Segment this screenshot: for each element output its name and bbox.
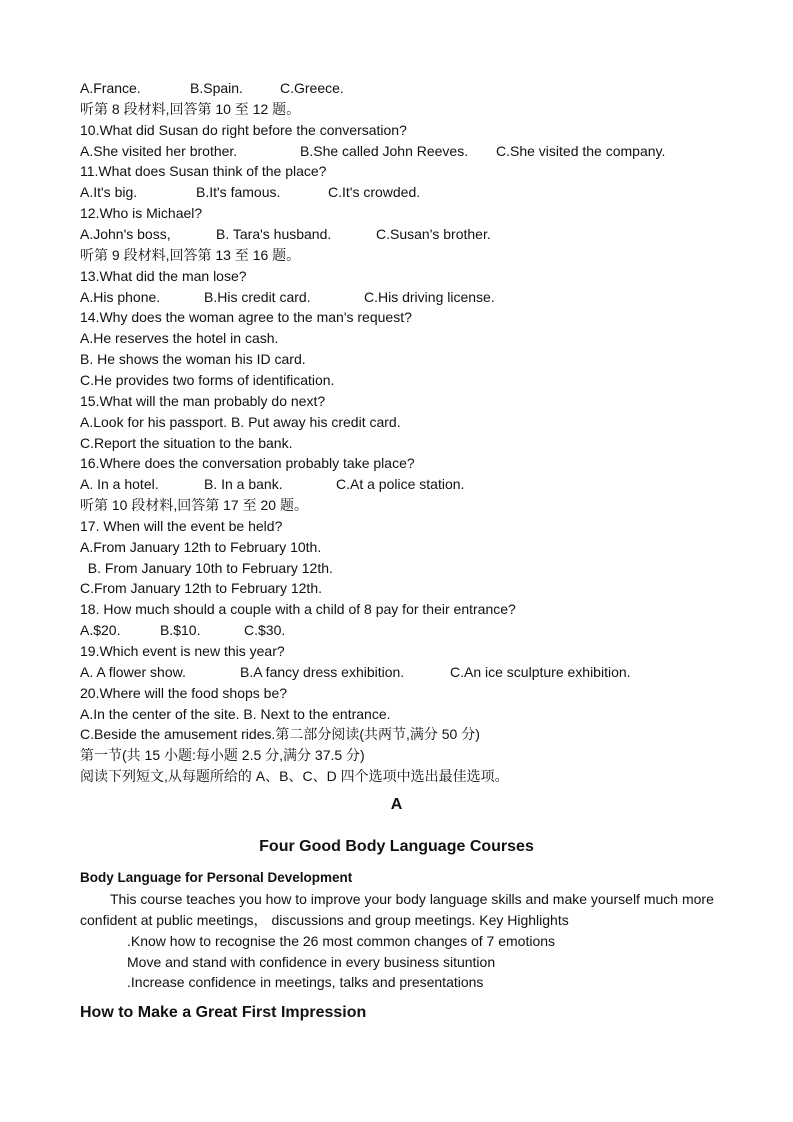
option-row bbox=[80, 224, 491, 244]
text-line: C.Beside the amusement rides.第二部分阅读(共两节,满分 50 分) bbox=[80, 726, 480, 743]
answer-option: B.$10. bbox=[160, 622, 201, 639]
answer-option: C.Susan's brother. bbox=[376, 226, 491, 242]
text-line: 12.Who is Michael? bbox=[80, 205, 203, 222]
text-line: 17. When will the event be held? bbox=[80, 517, 283, 534]
course1-bullet-2: Move and stand with confidence in every business situntion bbox=[127, 954, 496, 970]
answer-option: C.An ice sculpture exhibition. bbox=[450, 663, 631, 680]
option-row bbox=[80, 141, 665, 161]
text-line: 11.What does Susan think of the place? bbox=[80, 163, 327, 180]
text-line: 阅读下列短文,从每题所给的 A、B、C、D 四个选项中选出最佳选项。 bbox=[80, 768, 509, 785]
text-line: 15.What will the man probably do next? bbox=[80, 392, 326, 409]
text-line: 19.Which event is new this year? bbox=[80, 643, 285, 659]
text-line: 16.Where does the conversation probably take place? bbox=[80, 455, 415, 472]
answer-option: B. In a bank. bbox=[204, 476, 283, 493]
option-row bbox=[80, 662, 631, 682]
option-row bbox=[80, 474, 464, 494]
option-row bbox=[80, 287, 495, 307]
text-line: C.Report the situation to the bank. bbox=[80, 434, 293, 451]
option-row bbox=[80, 620, 285, 640]
passage-title: Four Good Body Language Courses bbox=[259, 838, 534, 855]
course1-paragraph: This course teaches you how to improve your body language skills and make yourself much more confident at public meetings， discussions and group meetings. Key Highlights bbox=[80, 891, 714, 928]
text-line: B. From January 10th to February 12th. bbox=[80, 559, 333, 576]
text-line: 20.Where will the food shops be? bbox=[80, 684, 288, 701]
text-line: 18. How much should a couple with a child of 8 pay for their entrance? bbox=[80, 601, 516, 618]
answer-option: B.A fancy dress exhibition. bbox=[240, 663, 405, 680]
text-line: 听第 8 段材料,回答第 10 至 12 题。 bbox=[80, 100, 301, 117]
answer-option: A.She visited her brother. bbox=[80, 142, 238, 159]
text-line: A.He reserves the hotel in cash. bbox=[80, 330, 279, 347]
text-line: A.From January 12th to February 10th. bbox=[80, 538, 322, 555]
answer-option: B.It's famous. bbox=[196, 184, 281, 201]
answer-option: B.His credit card. bbox=[204, 288, 311, 305]
passage-label: A bbox=[390, 796, 403, 813]
course1-bullet-1: .Know how to recognise the 26 most common changes of 7 emotions bbox=[127, 933, 556, 949]
answer-option: C.His driving license. bbox=[364, 288, 495, 305]
text-line: 听第 9 段材料,回答第 13 至 16 题。 bbox=[80, 246, 301, 263]
text-line: C.From January 12th to February 12th. bbox=[80, 580, 322, 597]
answer-option: C.It's crowded. bbox=[328, 184, 421, 201]
text-line: B. He shows the woman his ID card. bbox=[80, 351, 306, 368]
answer-option: A.His phone. bbox=[80, 288, 161, 305]
text-line: A.Look for his passport. B. Put away his credit card. bbox=[80, 413, 401, 430]
answer-option: A.It's big. bbox=[80, 184, 138, 201]
text-line: C.He provides two forms of identification. bbox=[80, 371, 335, 388]
text-line: 13.What did the man lose? bbox=[80, 267, 247, 284]
answer-option: C.$30. bbox=[244, 622, 286, 639]
course2-heading: How to Make a Great First Impression bbox=[80, 1004, 367, 1021]
answer-option: A. In a hotel. bbox=[80, 476, 159, 493]
answer-option: B.She called John Reeves. bbox=[300, 142, 469, 159]
option-row bbox=[80, 78, 344, 98]
text-line: 第一节(共 15 小题:每小题 2.5 分,满分 37.5 分) bbox=[80, 747, 365, 764]
answer-option: C.Greece. bbox=[280, 80, 344, 96]
text-line: A.In the center of the site. B. Next to the entrance. bbox=[80, 705, 391, 722]
text-line: 听第 10 段材料,回答第 17 至 20 题。 bbox=[80, 497, 308, 513]
answer-option: C.She visited the company. bbox=[496, 142, 666, 159]
answer-option: B. Tara's husband. bbox=[216, 226, 332, 242]
option-row bbox=[80, 182, 420, 202]
text-line: 14.Why does the woman agree to the man's request? bbox=[80, 309, 412, 326]
answer-option: C.At a police station. bbox=[336, 476, 465, 493]
answer-option: A.$20. bbox=[80, 622, 121, 639]
answer-option: A.France. bbox=[80, 80, 141, 96]
text-line: 10.What did Susan do right before the conversation? bbox=[80, 121, 407, 138]
course1-heading: Body Language for Personal Development bbox=[80, 870, 353, 885]
answer-option: A. A flower show. bbox=[80, 663, 186, 680]
answer-option: A.John's boss, bbox=[80, 226, 171, 242]
course1-bullet-3: .Increase confidence in meetings, talks and presentations bbox=[127, 974, 484, 990]
answer-option: B.Spain. bbox=[190, 80, 243, 96]
